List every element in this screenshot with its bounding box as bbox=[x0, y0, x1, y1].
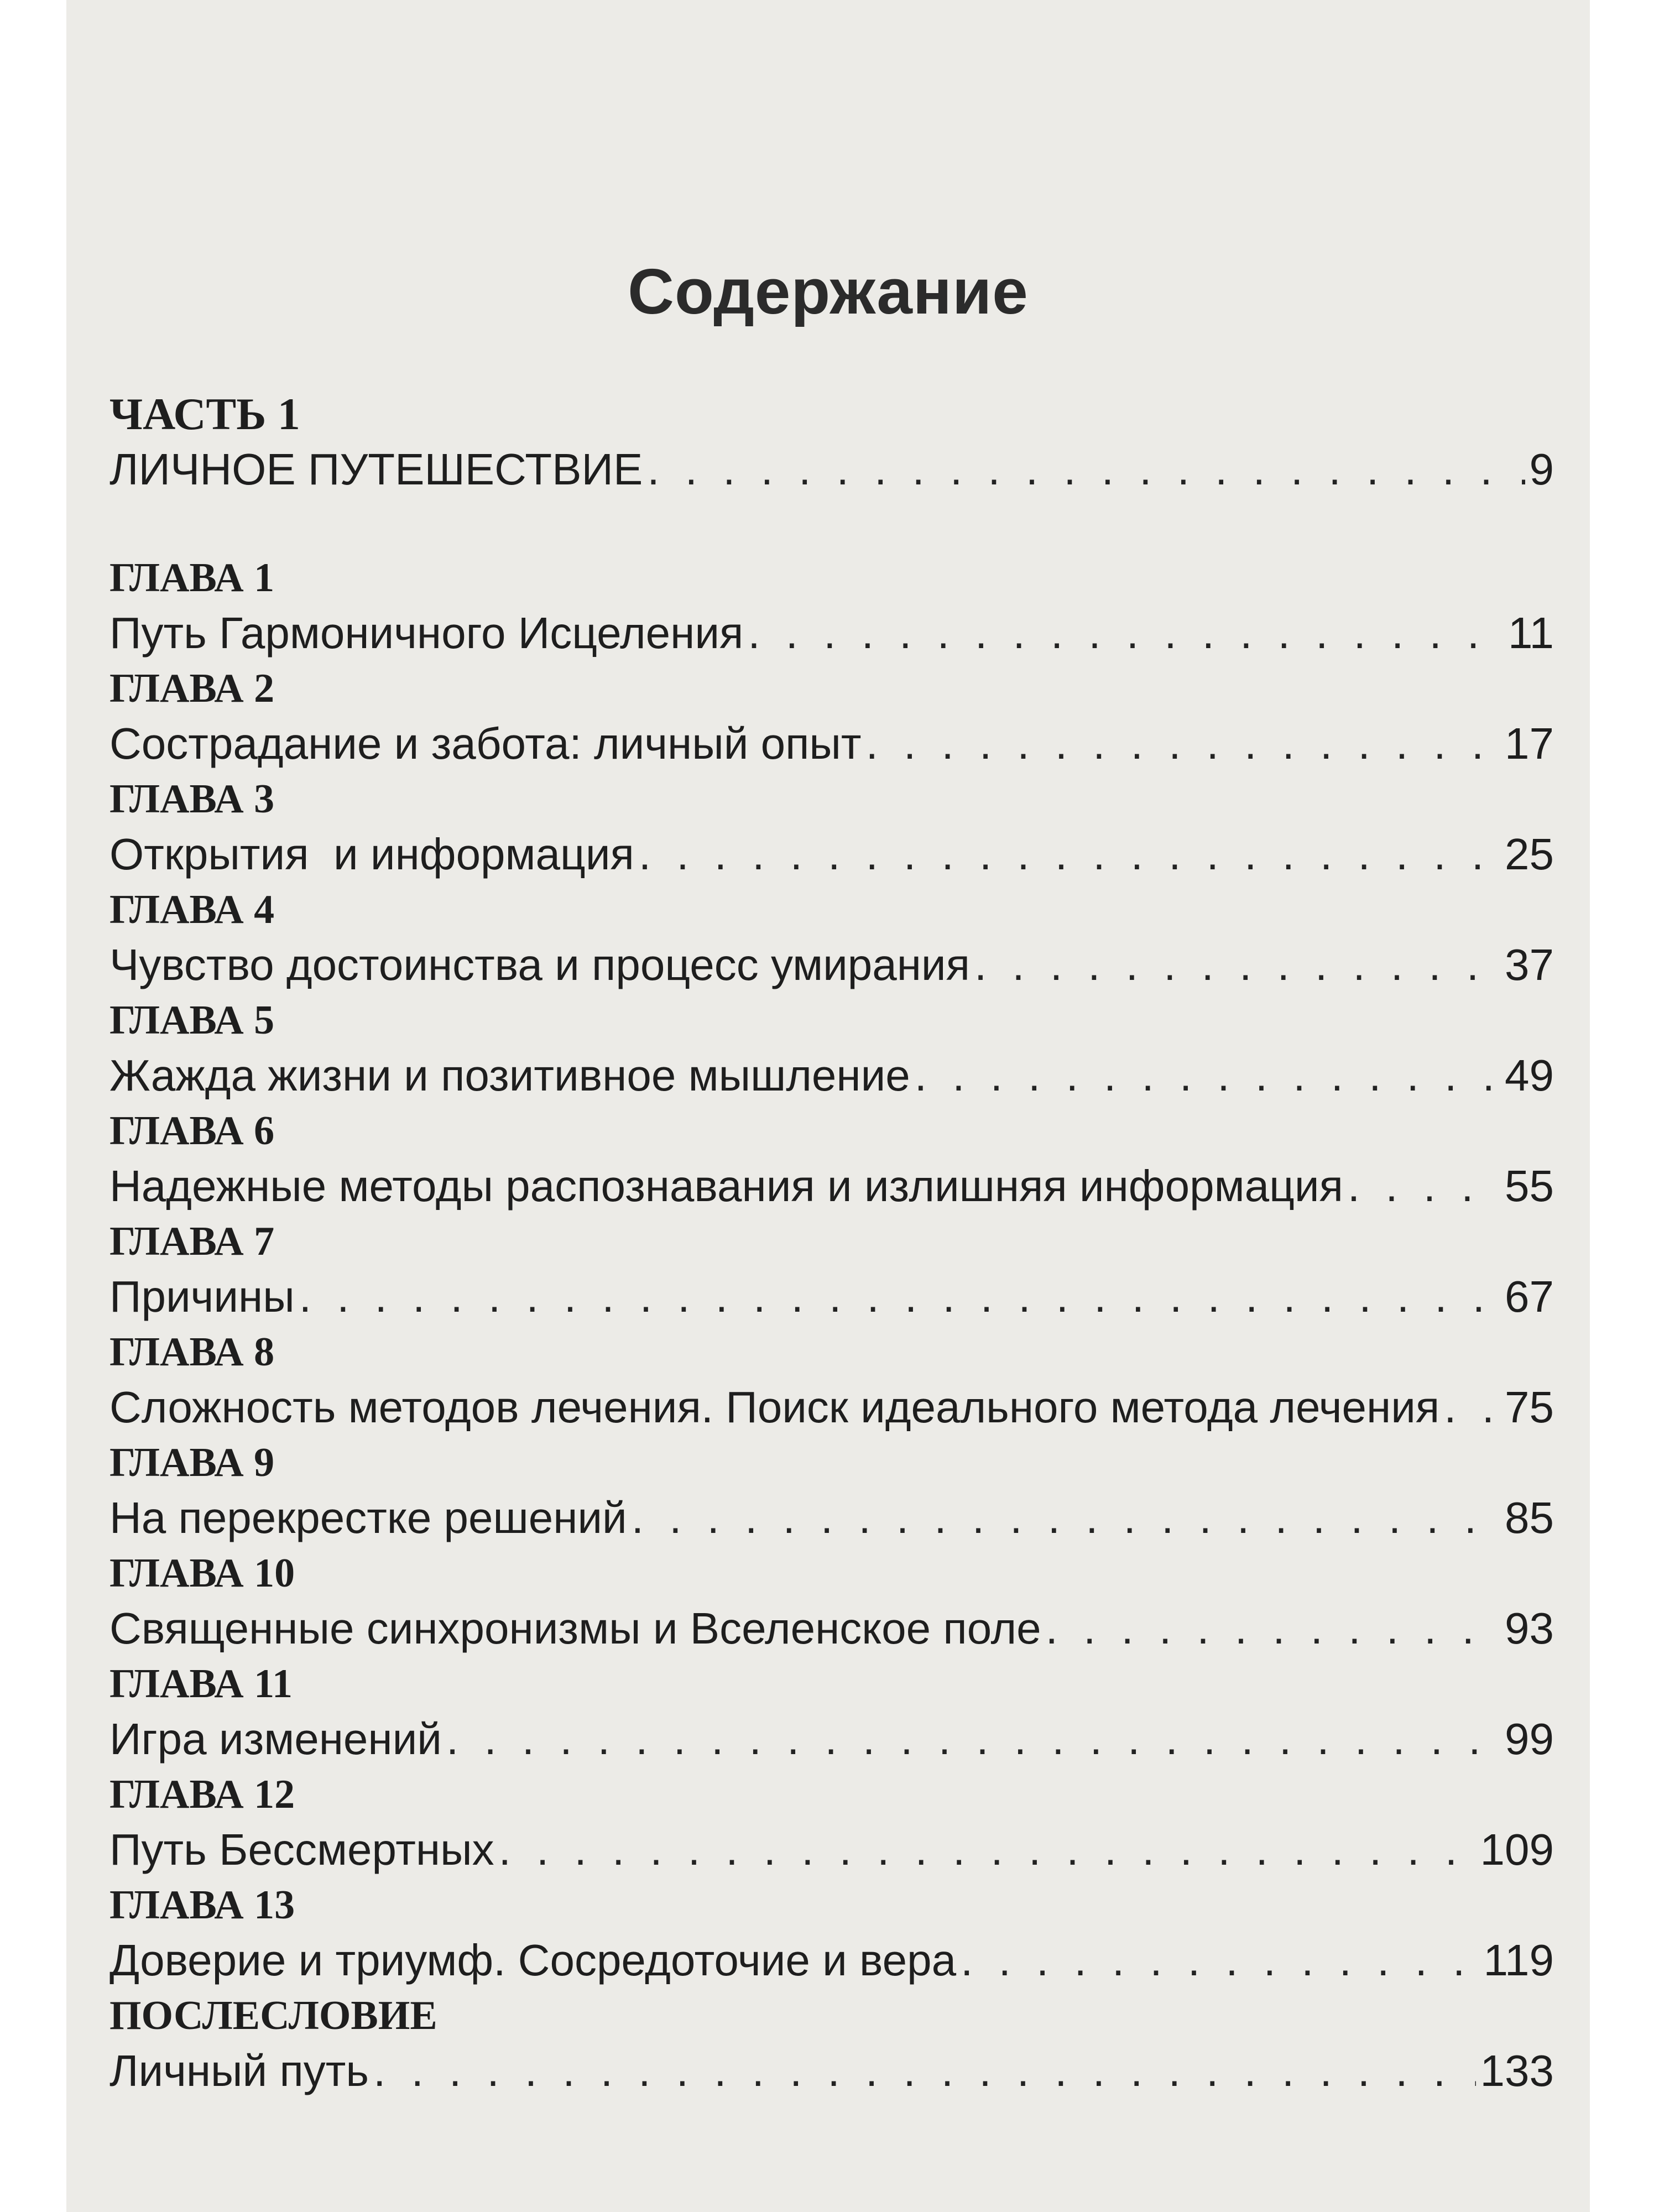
dot-leader bbox=[1348, 1158, 1500, 1214]
chapter-label: ГЛАВА 4 bbox=[109, 887, 275, 932]
page-number: 85 bbox=[1505, 1493, 1554, 1542]
toc-entry[interactable] bbox=[109, 1490, 1554, 1546]
entry-title: На перекрестке решений bbox=[109, 1493, 627, 1542]
toc-entry[interactable] bbox=[109, 937, 1554, 993]
page-number: 11 bbox=[1507, 608, 1554, 658]
page-title: Содержание bbox=[628, 255, 1029, 327]
page-number: 49 bbox=[1505, 1051, 1554, 1100]
dot-leader bbox=[1046, 1600, 1500, 1657]
page-number: 9 bbox=[1529, 445, 1554, 494]
entry-title: Сострадание и забота: личный опыт bbox=[109, 719, 862, 768]
toc-entry[interactable] bbox=[109, 2043, 1554, 2099]
dot-leader bbox=[1444, 1379, 1500, 1436]
entry-title: Личный путь bbox=[109, 2046, 369, 2095]
toc-entry[interactable] bbox=[109, 1600, 1554, 1657]
page-number: 55 bbox=[1505, 1161, 1554, 1211]
entry-title: Путь Гармоничного Исцеления bbox=[109, 608, 744, 658]
entry-title: Жажда жизни и позитивное мышление bbox=[109, 1051, 910, 1100]
dot-leader bbox=[748, 605, 1504, 661]
entry-title: Сложность методов лечения. Поиск идеального метода лечения bbox=[109, 1383, 1440, 1432]
dot-leader bbox=[961, 1932, 1479, 1989]
page-number: 67 bbox=[1505, 1272, 1554, 1321]
dot-leader bbox=[639, 826, 1500, 883]
dot-leader bbox=[299, 1269, 1500, 1325]
chapter-label: ГЛАВА 3 bbox=[109, 776, 275, 822]
table-of-contents bbox=[109, 387, 1554, 2099]
dot-leader bbox=[446, 1711, 1500, 1767]
page-number: 133 bbox=[1480, 2046, 1554, 2095]
dot-leader bbox=[866, 716, 1500, 772]
toc-entry[interactable] bbox=[109, 1932, 1554, 1989]
dot-leader bbox=[915, 1047, 1500, 1104]
toc-entry[interactable] bbox=[109, 826, 1554, 883]
chapter-label: ГЛАВА 2 bbox=[109, 666, 275, 711]
part-label: ЧАСТЬ 1 bbox=[109, 389, 300, 439]
chapter-label: ГЛАВА 5 bbox=[109, 998, 275, 1043]
page-number: 109 bbox=[1480, 1825, 1554, 1874]
page-number: 25 bbox=[1505, 830, 1554, 879]
toc-entry[interactable] bbox=[109, 1379, 1554, 1436]
chapter-label: ГЛАВА 11 bbox=[109, 1661, 293, 1707]
chapter-label: ГЛАВА 13 bbox=[109, 1882, 295, 1928]
toc-entry[interactable] bbox=[109, 1047, 1554, 1104]
entry-title: Надежные методы распознавания и излишняя информация bbox=[109, 1161, 1343, 1211]
dot-leader bbox=[647, 441, 1525, 498]
page-number: 119 bbox=[1483, 1936, 1554, 1985]
dot-leader bbox=[499, 1822, 1476, 1878]
dot-leader bbox=[974, 937, 1500, 993]
entry-title: Игра изменений bbox=[109, 1714, 442, 1764]
chapter-label: ГЛАВА 10 bbox=[109, 1551, 295, 1596]
chapter-label: ГЛАВА 6 bbox=[109, 1108, 275, 1154]
entry-title: ЛИЧНОЕ ПУТЕШЕСТВИЕ bbox=[109, 445, 643, 494]
page-number: 17 bbox=[1505, 719, 1554, 768]
toc-entry-part[interactable] bbox=[109, 441, 1554, 498]
entry-title: Путь Бессмертных bbox=[109, 1825, 494, 1874]
toc-entry[interactable] bbox=[109, 605, 1554, 661]
toc-entry[interactable] bbox=[109, 716, 1554, 772]
page-number: 99 bbox=[1505, 1714, 1554, 1764]
entry-title: Чувство достоинства и процесс умирания bbox=[109, 940, 970, 989]
dot-leader bbox=[373, 2043, 1475, 2099]
entry-title: Доверие и триумф. Сосредоточие и вера bbox=[109, 1936, 957, 1985]
book-page bbox=[66, 0, 1590, 2212]
page-number: 75 bbox=[1505, 1383, 1554, 1432]
chapter-label: ГЛАВА 7 bbox=[109, 1219, 275, 1264]
chapter-label: ГЛАВА 8 bbox=[109, 1329, 275, 1375]
entry-title: Открытия и информация bbox=[109, 830, 634, 879]
page-margin bbox=[0, 0, 66, 2212]
dot-leader bbox=[632, 1490, 1500, 1546]
toc-entry[interactable] bbox=[109, 1158, 1554, 1214]
toc-entry[interactable] bbox=[109, 1269, 1554, 1325]
entry-title: Священные синхронизмы и Вселенское поле bbox=[109, 1604, 1041, 1653]
toc-entry[interactable] bbox=[109, 1711, 1554, 1767]
afterword-label: ПОСЛЕСЛОВИЕ bbox=[109, 1993, 437, 2038]
entry-title: Причины bbox=[109, 1272, 295, 1321]
toc-entry[interactable] bbox=[109, 1822, 1554, 1878]
chapter-label: ГЛАВА 9 bbox=[109, 1440, 275, 1485]
page-number: 37 bbox=[1505, 940, 1554, 989]
chapter-label: ГЛАВА 1 bbox=[109, 555, 275, 601]
page-number: 93 bbox=[1505, 1604, 1554, 1653]
chapter-label: ГЛАВА 12 bbox=[109, 1772, 295, 1817]
